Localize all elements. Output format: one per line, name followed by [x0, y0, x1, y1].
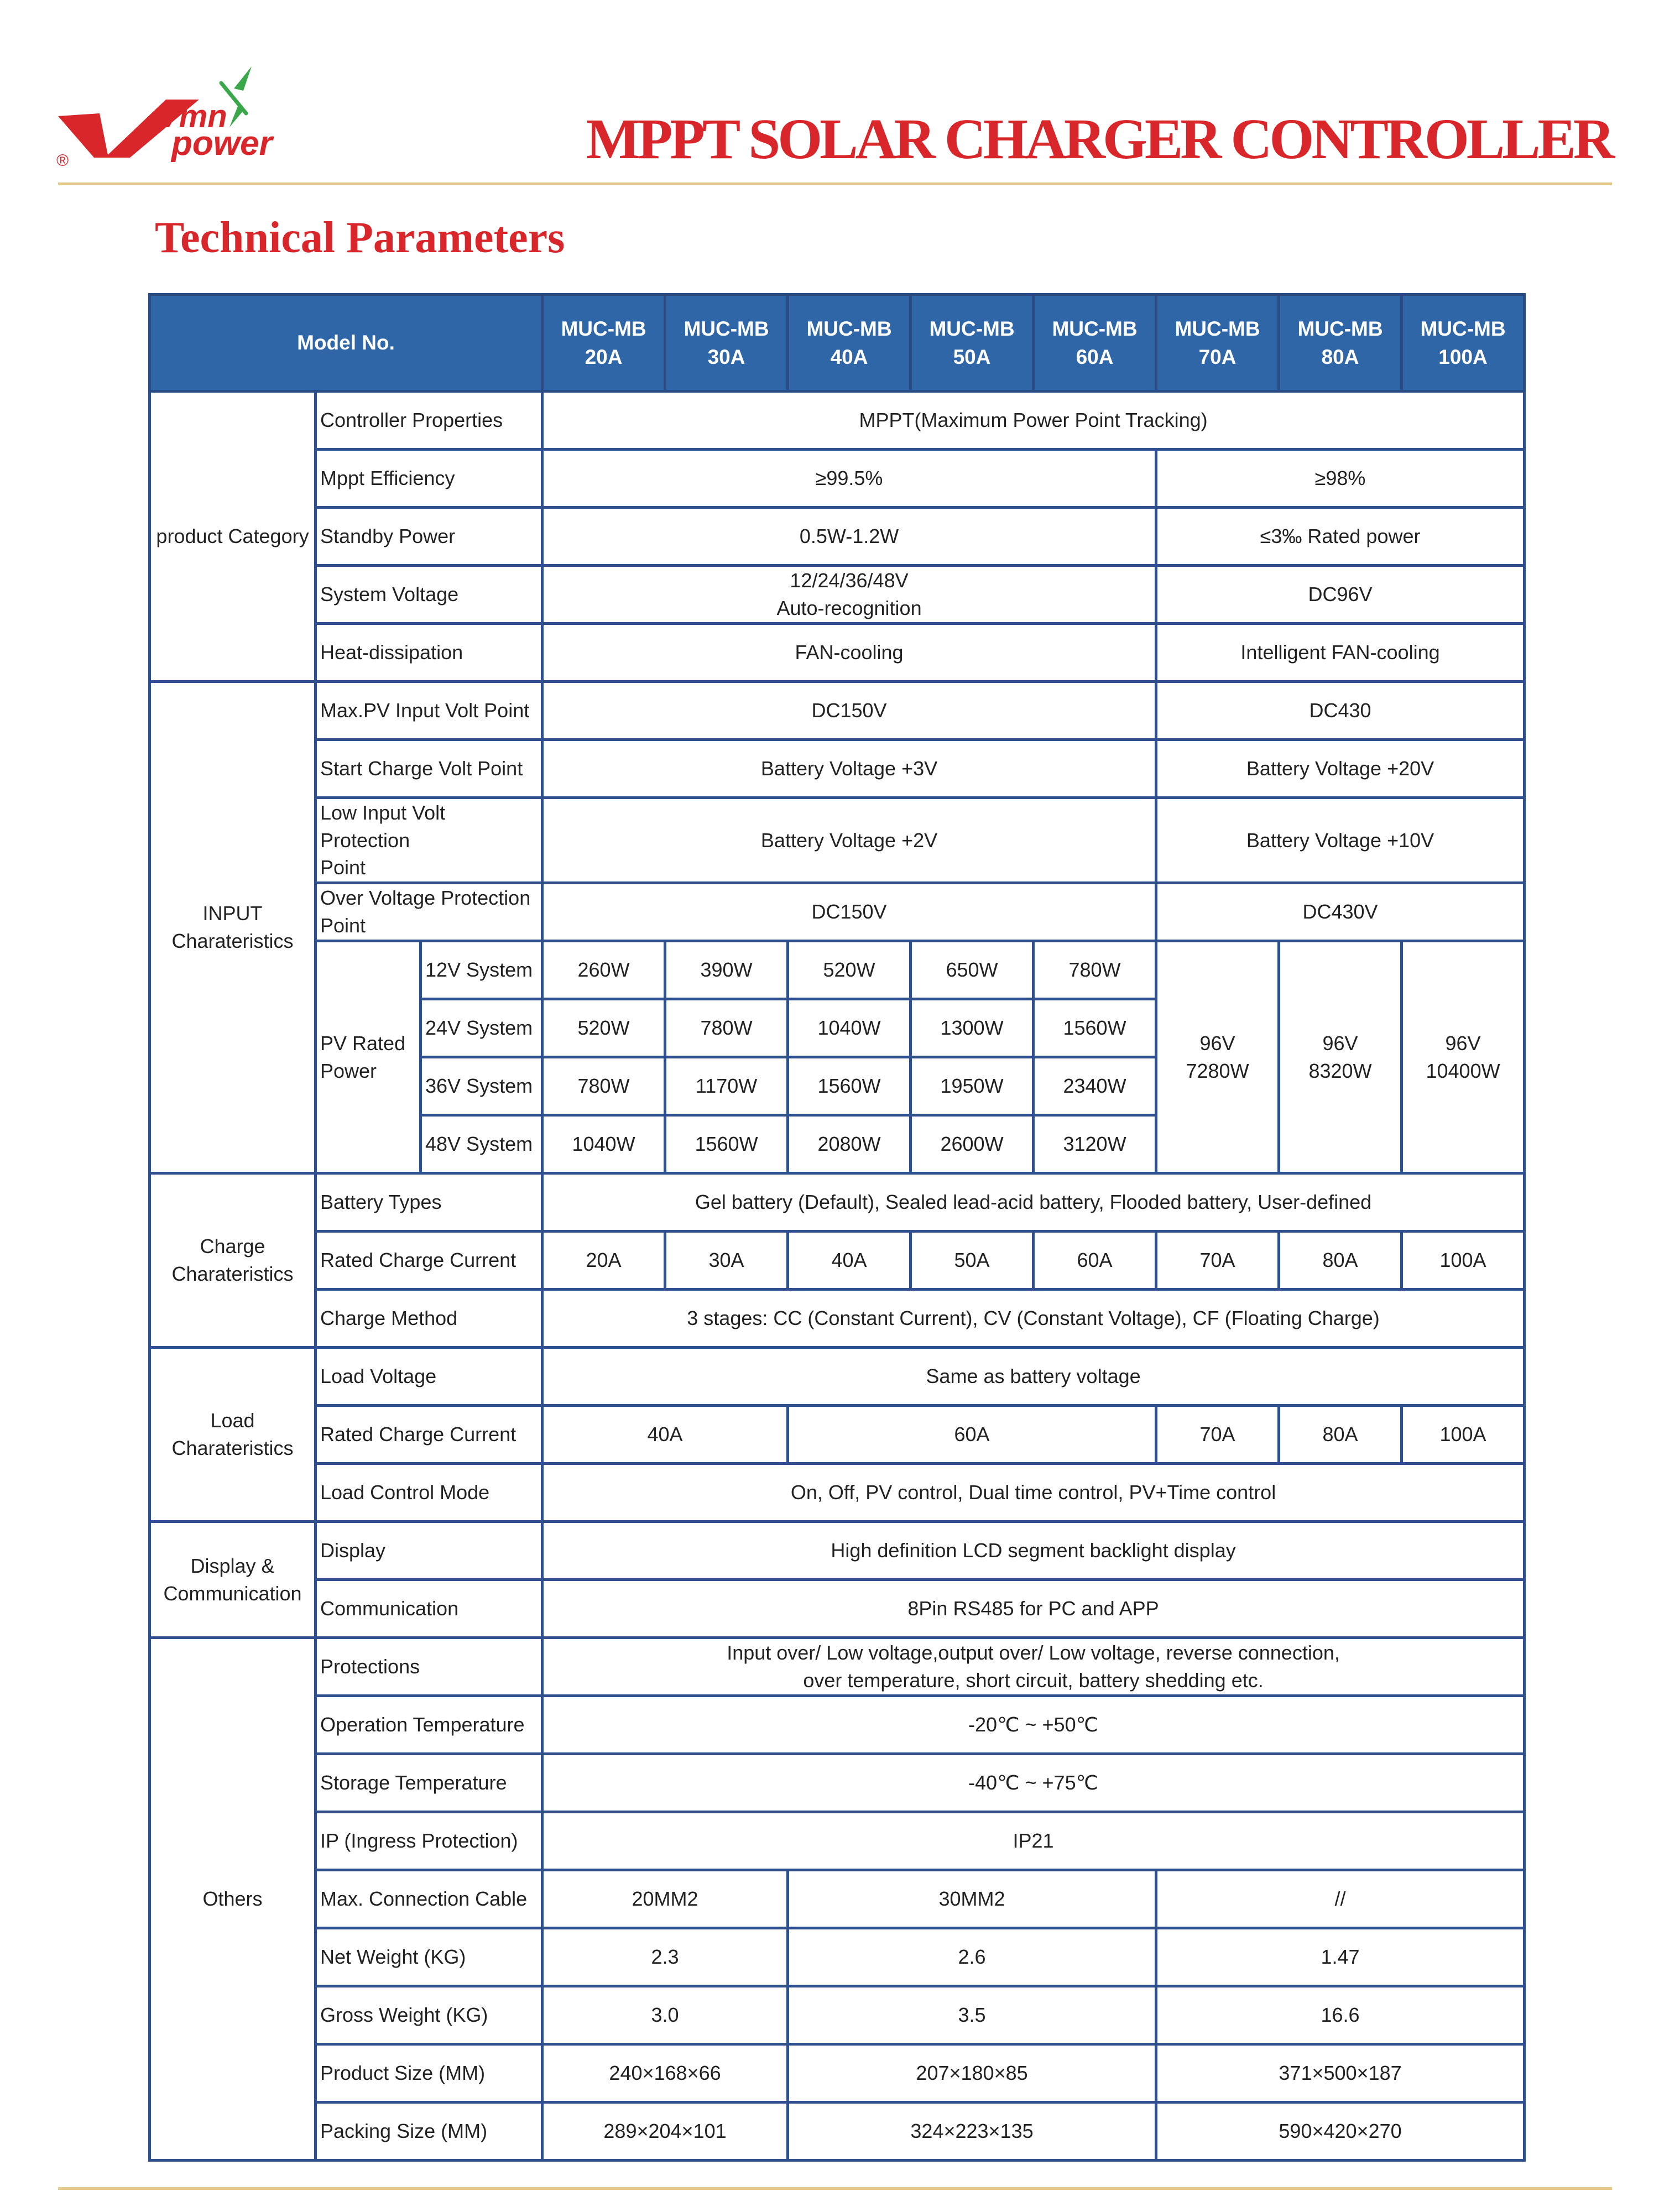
param-label-pv-rated-power	[316, 941, 421, 1173]
param-value	[542, 1638, 1525, 1696]
label-line: Power	[320, 1059, 377, 1082]
model-rating: 60A	[1076, 346, 1114, 368]
param-label: Protections	[316, 1638, 542, 1696]
row-load-voltage	[150, 1348, 1525, 1406]
row-rated-charge-current	[150, 1232, 1525, 1290]
group-charge-characteristics	[150, 1173, 316, 1348]
param-label: Max. Connection Cable	[316, 1870, 542, 1928]
row-packing-size	[150, 2103, 1525, 2161]
header-divider	[58, 182, 1612, 185]
param-label: Start Charge Volt Point	[316, 740, 542, 798]
label-line: Over Voltage Protection	[320, 886, 531, 910]
model-header-30a	[665, 295, 788, 392]
param-label: Rated Charge Current	[316, 1406, 542, 1464]
value-line: Input over/ Low voltage,output over/ Low voltage, reverse connection,	[727, 1641, 1340, 1665]
footer-divider	[58, 2187, 1612, 2190]
param-value: ≥99.5%	[542, 450, 1156, 508]
row-pv-rated-12v	[150, 941, 1525, 999]
row-battery-types	[150, 1173, 1525, 1232]
row-net-weight	[150, 1928, 1525, 1986]
row-storage-temperature	[150, 1754, 1525, 1812]
row-system-voltage	[150, 566, 1525, 624]
param-value: FAN-cooling	[542, 624, 1156, 682]
param-value: 2.3	[542, 1928, 788, 1986]
pv-power-value: 780W	[665, 999, 788, 1057]
pv-power-value: 780W	[1034, 941, 1156, 999]
model-no-header: Model No.	[150, 295, 542, 392]
row-communication	[150, 1580, 1525, 1638]
pv-power-value: 1560W	[665, 1115, 788, 1173]
group-line: Display &	[190, 1554, 275, 1577]
current-value: 50A	[911, 1232, 1034, 1290]
param-value: Same as battery voltage	[542, 1348, 1525, 1406]
param-value: ≥98%	[1156, 450, 1525, 508]
group-line: Communication	[163, 1582, 302, 1605]
param-value: //	[1156, 1870, 1525, 1928]
pv-power-value: 2080W	[788, 1115, 911, 1173]
param-label: Rated Charge Current	[316, 1232, 542, 1290]
param-value: 240×168×66	[542, 2044, 788, 2103]
param-value: IP21	[542, 1812, 1525, 1870]
param-label: Max.PV Input Volt Point	[316, 682, 542, 740]
technical-parameters-table	[148, 293, 1526, 2162]
param-value: 3.0	[542, 1986, 788, 2044]
param-label: Communication	[316, 1580, 542, 1638]
param-value: 40A	[542, 1406, 788, 1464]
model-header-70a	[1156, 295, 1279, 392]
model-series: MUC-MB	[561, 317, 646, 340]
row-mppt-efficiency	[150, 450, 1525, 508]
param-value: Battery Voltage +3V	[542, 740, 1156, 798]
value-line: 96V	[1445, 1031, 1481, 1055]
model-header-100a	[1402, 295, 1525, 392]
param-value: 16.6	[1156, 1986, 1525, 2044]
param-value: 70A	[1156, 1406, 1279, 1464]
row-protections	[150, 1638, 1525, 1696]
param-value: -40℃ ~ +75℃	[542, 1754, 1525, 1812]
row-ip-rating	[150, 1812, 1525, 1870]
system-voltage-label: 24V System	[421, 999, 542, 1057]
system-voltage-label: 48V System	[421, 1115, 542, 1173]
value-line: 96V	[1199, 1031, 1235, 1055]
group-line: Load	[210, 1409, 255, 1432]
param-value	[542, 566, 1156, 624]
model-header-20a	[542, 295, 665, 392]
pv-power-96v-70a	[1156, 941, 1279, 1173]
group-line: Charateristics	[171, 930, 294, 952]
logo-text-power: power	[171, 124, 273, 163]
param-value: DC430V	[1156, 883, 1525, 941]
param-label: Display	[316, 1522, 542, 1580]
param-label: Net Weight (KG)	[316, 1928, 542, 1986]
label-line: PV Rated	[320, 1031, 406, 1055]
value-line: over temperature, short circuit, battery shedding etc.	[803, 1669, 1264, 1692]
row-gross-weight	[150, 1986, 1525, 2044]
param-value: Intelligent FAN-cooling	[1156, 624, 1525, 682]
param-value: Gel battery (Default), Sealed lead-acid battery, Flooded battery, User-defined	[542, 1173, 1525, 1232]
current-value: 20A	[542, 1232, 665, 1290]
model-series: MUC-MB	[1297, 317, 1383, 340]
pv-power-value: 1950W	[911, 1057, 1034, 1115]
row-charge-method	[150, 1290, 1525, 1348]
param-value: High definition LCD segment backlight display	[542, 1522, 1525, 1580]
pv-power-value: 390W	[665, 941, 788, 999]
pv-power-value: 520W	[788, 941, 911, 999]
row-low-input-protection	[150, 798, 1525, 883]
param-value: DC430	[1156, 682, 1525, 740]
current-value: 80A	[1279, 1232, 1402, 1290]
row-product-size	[150, 2044, 1525, 2103]
param-value: DC150V	[542, 883, 1156, 941]
pv-power-96v-100a	[1402, 941, 1525, 1173]
param-value: 0.5W-1.2W	[542, 508, 1156, 566]
value-line: 96V	[1322, 1031, 1358, 1055]
section-title: Technical Parameters	[155, 213, 565, 262]
model-rating: 20A	[585, 346, 623, 368]
param-value: 324×223×135	[788, 2103, 1156, 2161]
registered-mark: ®	[56, 152, 69, 170]
pv-power-value: 2600W	[911, 1115, 1034, 1173]
pv-power-value: 1560W	[1034, 999, 1156, 1057]
logo-green-leaf-upper	[234, 66, 252, 91]
value-line: 12/24/36/48V	[790, 569, 909, 592]
param-value: Battery Voltage +20V	[1156, 740, 1525, 798]
model-header-50a	[911, 295, 1034, 392]
param-value: 3.5	[788, 1986, 1156, 2044]
system-voltage-label: 36V System	[421, 1057, 542, 1115]
param-value: 2.6	[788, 1928, 1156, 1986]
param-value: -20℃ ~ +50℃	[542, 1696, 1525, 1754]
param-value: MPPT(Maximum Power Point Tracking)	[542, 392, 1525, 450]
model-header-80a	[1279, 295, 1402, 392]
value-line: Auto-recognition	[776, 597, 922, 619]
param-value: 100A	[1402, 1406, 1525, 1464]
param-value: 3 stages: CC (Constant Current), CV (Constant Voltage), CF (Floating Charge)	[542, 1290, 1525, 1348]
param-label	[316, 883, 542, 941]
param-label: IP (Ingress Protection)	[316, 1812, 542, 1870]
pv-power-value: 1040W	[788, 999, 911, 1057]
model-series: MUC-MB	[806, 317, 892, 340]
param-label: Charge Method	[316, 1290, 542, 1348]
table-header-row	[150, 295, 1525, 392]
group-line: INPUT	[202, 902, 263, 925]
param-value: 289×204×101	[542, 2103, 788, 2161]
param-label	[316, 798, 542, 883]
label-line: Point	[320, 856, 366, 879]
current-value: 100A	[1402, 1232, 1525, 1290]
param-value: ≤3‰ Rated power	[1156, 508, 1525, 566]
row-display	[150, 1522, 1525, 1580]
model-series: MUC-MB	[929, 317, 1015, 340]
row-controller-properties	[150, 392, 1525, 450]
label-line: Low Input Volt Protection	[320, 801, 446, 852]
group-load-characteristics	[150, 1348, 316, 1522]
param-label: Load Voltage	[316, 1348, 542, 1406]
row-over-voltage-protection	[150, 883, 1525, 941]
param-label: Controller Properties	[316, 392, 542, 450]
group-display-communication	[150, 1522, 316, 1638]
current-value: 30A	[665, 1232, 788, 1290]
pv-power-value: 1170W	[665, 1057, 788, 1115]
pv-power-value: 1040W	[542, 1115, 665, 1173]
param-label: Standby Power	[316, 508, 542, 566]
pv-power-value: 1300W	[911, 999, 1034, 1057]
model-rating: 50A	[953, 346, 991, 368]
pv-power-value: 3120W	[1034, 1115, 1156, 1173]
vmn-power-logo	[55, 66, 343, 171]
param-label: Packing Size (MM)	[316, 2103, 542, 2161]
param-label: Gross Weight (KG)	[316, 1986, 542, 2044]
model-header-40a	[788, 295, 911, 392]
param-label: Mppt Efficiency	[316, 450, 542, 508]
pv-power-value: 650W	[911, 941, 1034, 999]
model-rating: 30A	[707, 346, 745, 368]
model-header-60a	[1034, 295, 1156, 392]
pv-power-value: 260W	[542, 941, 665, 999]
row-heat-dissipation	[150, 624, 1525, 682]
param-value: 590×420×270	[1156, 2103, 1525, 2161]
model-series: MUC-MB	[684, 317, 769, 340]
pv-power-value: 520W	[542, 999, 665, 1057]
page-title: MPPT SOLAR CHARGER CONTROLLER	[586, 107, 1612, 171]
model-rating: 80A	[1321, 346, 1359, 368]
param-value: 8Pin RS485 for PC and APP	[542, 1580, 1525, 1638]
param-value: Battery Voltage +10V	[1156, 798, 1525, 883]
current-value: 70A	[1156, 1232, 1279, 1290]
logo-text-vmn: Vmn	[158, 98, 227, 134]
param-label: Storage Temperature	[316, 1754, 542, 1812]
current-value: 60A	[1034, 1232, 1156, 1290]
group-line: Charateristics	[171, 1437, 294, 1460]
model-series: MUC-MB	[1175, 317, 1260, 340]
param-label: System Voltage	[316, 566, 542, 624]
param-value: 80A	[1279, 1406, 1402, 1464]
row-load-rated-current	[150, 1406, 1525, 1464]
param-label: Battery Types	[316, 1173, 542, 1232]
param-value: 30MM2	[788, 1870, 1156, 1928]
pv-power-value: 2340W	[1034, 1057, 1156, 1115]
model-rating: 40A	[830, 346, 868, 368]
pv-power-value: 780W	[542, 1057, 665, 1115]
model-series: MUC-MB	[1420, 317, 1506, 340]
group-product-category: product Category	[150, 392, 316, 682]
value-line: 8320W	[1308, 1059, 1372, 1082]
row-load-control-mode	[150, 1464, 1525, 1522]
param-label: Product Size (MM)	[316, 2044, 542, 2103]
row-max-pv-input	[150, 682, 1525, 740]
param-value: 1.47	[1156, 1928, 1525, 1986]
model-series: MUC-MB	[1052, 317, 1138, 340]
pv-power-value: 1560W	[788, 1057, 911, 1115]
group-line: Charateristics	[171, 1262, 294, 1286]
param-value: 207×180×85	[788, 2044, 1156, 2103]
param-value: 371×500×187	[1156, 2044, 1525, 2103]
system-voltage-label: 12V System	[421, 941, 542, 999]
group-input-characteristics	[150, 682, 316, 1173]
group-others: Others	[150, 1638, 316, 2161]
param-value: On, Off, PV control, Dual time control, PV+Time control	[542, 1464, 1525, 1522]
model-rating: 70A	[1198, 346, 1237, 368]
current-value: 40A	[788, 1232, 911, 1290]
param-value: DC96V	[1156, 566, 1525, 624]
param-value: 20MM2	[542, 1870, 788, 1928]
param-value: 60A	[788, 1406, 1156, 1464]
value-line: 7280W	[1186, 1059, 1249, 1082]
param-label: Operation Temperature	[316, 1696, 542, 1754]
param-label: Heat-dissipation	[316, 624, 542, 682]
row-standby-power	[150, 508, 1525, 566]
param-value: Battery Voltage +2V	[542, 798, 1156, 883]
value-line: 10400W	[1426, 1059, 1500, 1082]
row-start-charge	[150, 740, 1525, 798]
group-line: Charge	[200, 1235, 265, 1258]
param-value: DC150V	[542, 682, 1156, 740]
pv-power-96v-80a	[1279, 941, 1402, 1173]
model-rating: 100A	[1438, 346, 1488, 368]
row-operation-temperature	[150, 1696, 1525, 1754]
param-label: Load Control Mode	[316, 1464, 542, 1522]
label-line: Point	[320, 914, 366, 937]
row-connection-cable	[150, 1870, 1525, 1928]
